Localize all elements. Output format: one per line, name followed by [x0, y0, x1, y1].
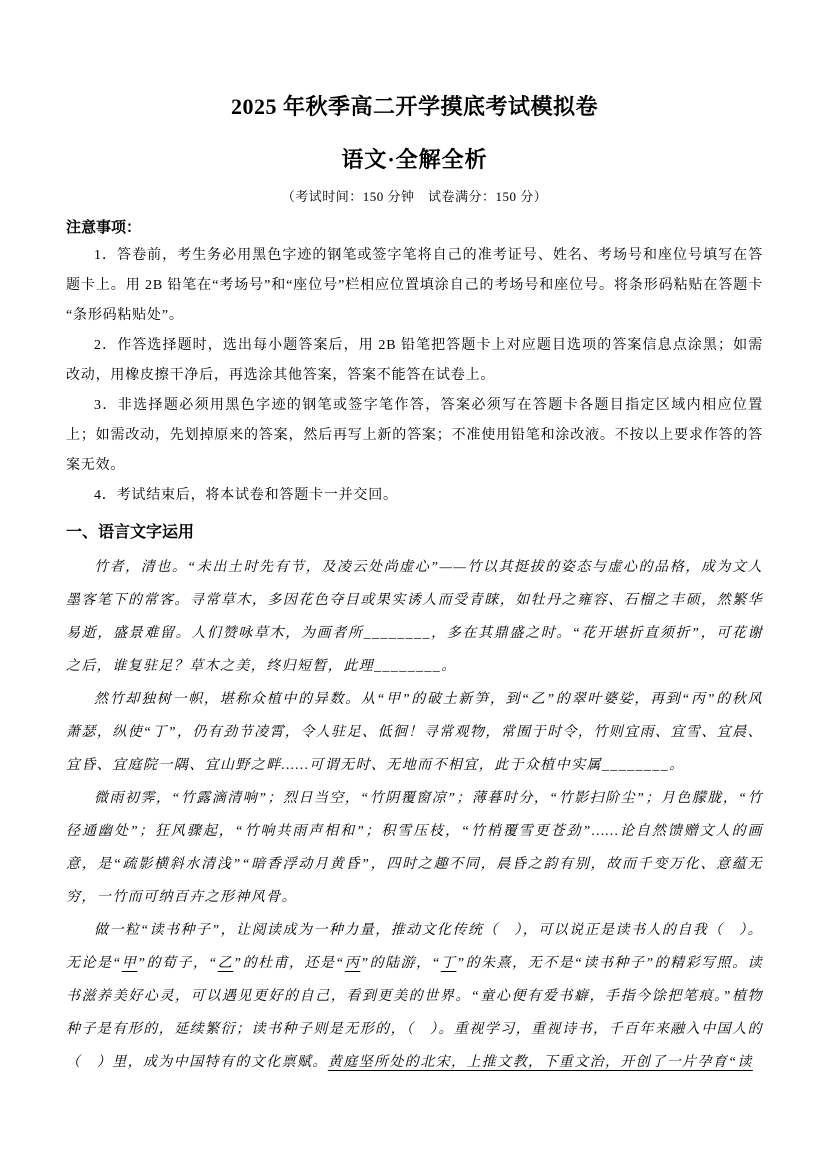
underlined-run: 丙 [344, 956, 361, 972]
notice-heading: 注意事项： [66, 219, 142, 237]
passage-paragraph-4 [66, 914, 763, 1079]
underlined-run: 乙 [217, 956, 234, 972]
passage-paragraph-2 [66, 683, 763, 782]
text-run: ”的荀子，“ [137, 956, 218, 972]
notice-item-2: 2．作答选择题时，选出每小题答案后，用 2B 铅笔把答题卡上对应题目选项的答案信息点涂黑；如需改动，用橡皮擦干净后，再选涂其他答案，答案不能答在试卷上。 [66, 338, 763, 384]
notice-item-3: 3．非选择题必须用黑色字迹的钢笔或签字笔作答，答案必须写在答题卡各题目指定区域内相应位置上；如需改动，先划掉原来的答案，然后再写上新的答案；不准使用铅笔和涂改液。不按以上要求作答的答案无效。 [66, 398, 763, 474]
underlined-run: 甲 [121, 956, 138, 972]
exam-title: 2025 年秋季高二开学摸底考试模拟卷 [230, 94, 598, 119]
text-run: 微雨初霁，“竹露滴清响”；烈日当空，“竹阴覆窗凉”；薄暮时分，“竹影扫阶尘”；月色朦胧，“竹径通幽处”；狂风骤起，“竹响共雨声相和”；积雪压枝，“竹梢覆雪更苍劲”……论自然馈赠文人的画意，是“疏影横斜水清浅”“暗香浮动月黄昏”，四时之趣不同，晨昏之韵有别，故而千变万化、意蕴无穷，一竹而可纳百卉之形神风骨。 [66, 791, 763, 906]
notice-item-4: 4．考试结束后，将本试卷和答题卡一并交回。 [94, 488, 398, 504]
underlined-run: 丁 [440, 956, 457, 972]
exam-subject-title: 语文·全解全析 [341, 146, 488, 172]
text-run: ”的杜甫，还是“ [233, 956, 345, 972]
passage-paragraph-3 [66, 782, 763, 914]
text-run: 然竹却独树一帜，堪称众植中的异数。从“甲”的破土新笋，到“乙”的翠叶婆娑，再到“丙”的秋风萧瑟，纵使“丁”，仍有劲节凌霄，令人驻足、低徊！寻常观物，常囿于时令，竹则宜雨、宜雪、宜晨、宜昏、宜庭院一隅、宜山野之畔……可谓无时、无地而不相宜，此于众植中实属________。 [66, 692, 763, 774]
text-run: ”的陆游，“ [360, 956, 441, 972]
section-heading-language-use: 一、语言文字运用 [66, 524, 195, 542]
underlined-run: 黄庭坚所处的北宋，上推文教，下重文治，开创了一片孕育“读 [327, 1055, 753, 1071]
notice-item-1: 1．答卷前，考生务必用黑色字迹的钢笔或签字笔将自己的准考证号、姓名、考场号和座位号填写在答题卡上。用 2B 铅笔在“考场号”和“座位号”栏相应位置填涂自己的考场号和座位号。将条形码粘贴在答题卡“条形码粘贴处”。 [66, 248, 763, 324]
text-run: 做一粒“读书种子”，让阅读成为一种力量，推动文化传统（ ），可以说正是读书人的自我（ ）。无论是“ [66, 923, 763, 972]
text-run: ”的朱熹，无不是“读书种子”的精彩写照。读书滋养美好心灵，可以遇见更好的自己，看到更美的世界。“童心便有爱书癖，手指今馀把笔痕。”植物种子是有形的，延续繁衍；读书种子则是无形的，（ ）。重视学习，重视诗书，千百年来融入中国人的（ ）里，成为中国特有的文化禀赋。 [66, 956, 763, 1071]
passage-paragraph-1 [66, 551, 763, 683]
text-run: 竹者，清也。“未出土时先有节，及凌云处尚虚心”——竹以其挺拔的姿态与虚心的品格，成为文人墨客笔下的常客。寻常草木，多因花色夺目或果实诱人而受青睐，如牡丹之雍容、石榴之丰硕，然繁华易逝，盛景难留。人们赞咏草木，为画者所________，多在其鼎盛之时。“花开堪折直须折”，可花谢之后，谁复驻足？草木之美，终归短暂，此理________。 [66, 560, 763, 675]
exam-info-line: （考试时间：150 分钟 试卷满分：150 分） [281, 189, 548, 205]
